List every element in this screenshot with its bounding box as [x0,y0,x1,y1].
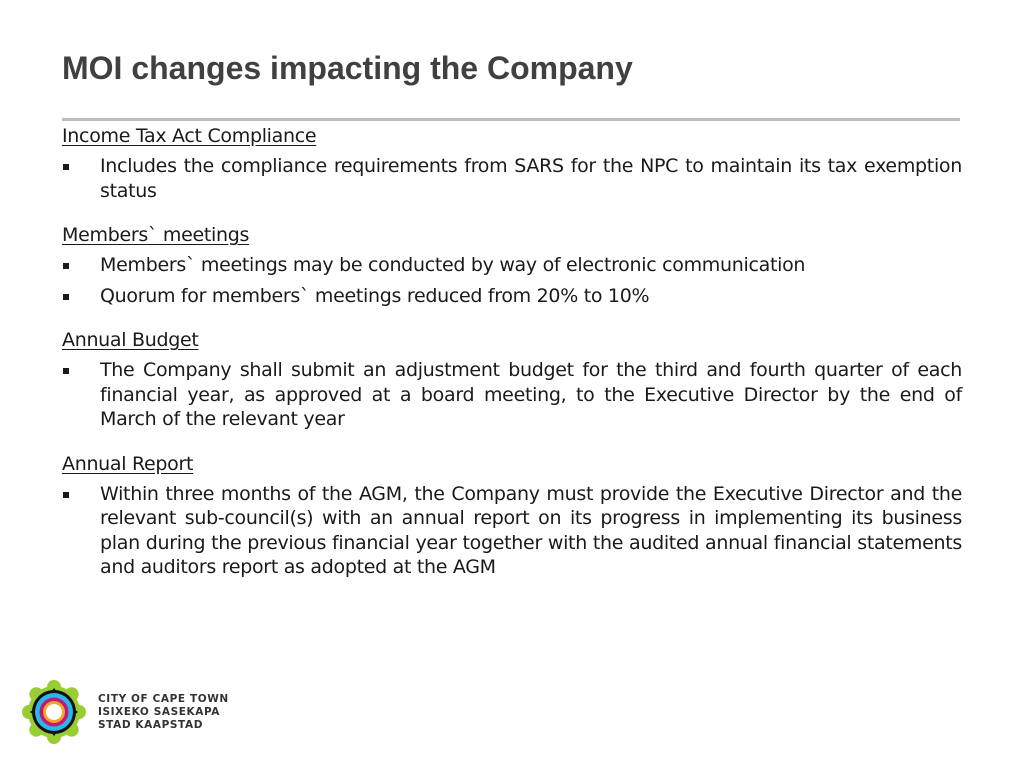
section-annual-report [62,452,962,580]
logo-wordmark [98,693,229,732]
section-heading: Members` meetings [62,224,250,246]
bullet-text: The Company shall submit an adjustment budget for the third and fourth quarter of each financial year, as approved at a board meeting, to the Executive Director by the end of March of the relevant year [100,359,962,430]
bullet-item [62,253,962,278]
slide-body [62,124,962,580]
bullet-text: Within three months of the AGM, the Company must provide the Executive Director and the relevant sub-council(s) with an annual report on its progress in implementing its business plan during the previous financial year together with the audited annual financial statements and auditors report as adopted at the AGM [100,482,962,578]
bullet-list [62,253,962,308]
bullet-text: Quorum for members` meetings reduced from 20% to 10% [100,284,650,307]
section-annual-budget [62,328,962,432]
section-income-tax [62,124,962,203]
square-bullet-icon [63,164,69,170]
square-bullet-icon [63,368,69,374]
logo-line-afrikaans: STAD KAAPSTAD [98,718,204,731]
bullet-list [62,358,962,432]
slide-title: MOI changes impacting the Company [62,50,633,86]
city-of-cape-town-emblem-icon [22,680,86,744]
section-heading: Income Tax Act Compliance [62,125,317,147]
section-members-meetings [62,223,962,308]
section-heading: Annual Report [62,452,194,475]
logo-line-english: CITY OF CAPE TOWN [98,692,229,705]
square-bullet-icon [63,263,69,269]
bullet-item [62,284,962,309]
bullet-item [62,154,962,203]
bullet-item [62,358,962,432]
section-heading: Annual Budget [62,329,199,351]
city-of-cape-town-logo [22,678,232,746]
title-divider [62,118,960,121]
square-bullet-icon [63,492,69,498]
bullet-list [62,482,962,580]
bullet-item [62,482,962,580]
bullet-text: Includes the compliance requirements from SARS for the NPC to maintain its tax exemption status [100,155,962,202]
square-bullet-icon [63,294,69,300]
bullet-text: Members` meetings may be conducted by way of electronic communication [100,254,806,276]
bullet-list [62,154,962,203]
logo-line-xhosa: ISIXEKO SASEKAPA [98,705,221,718]
